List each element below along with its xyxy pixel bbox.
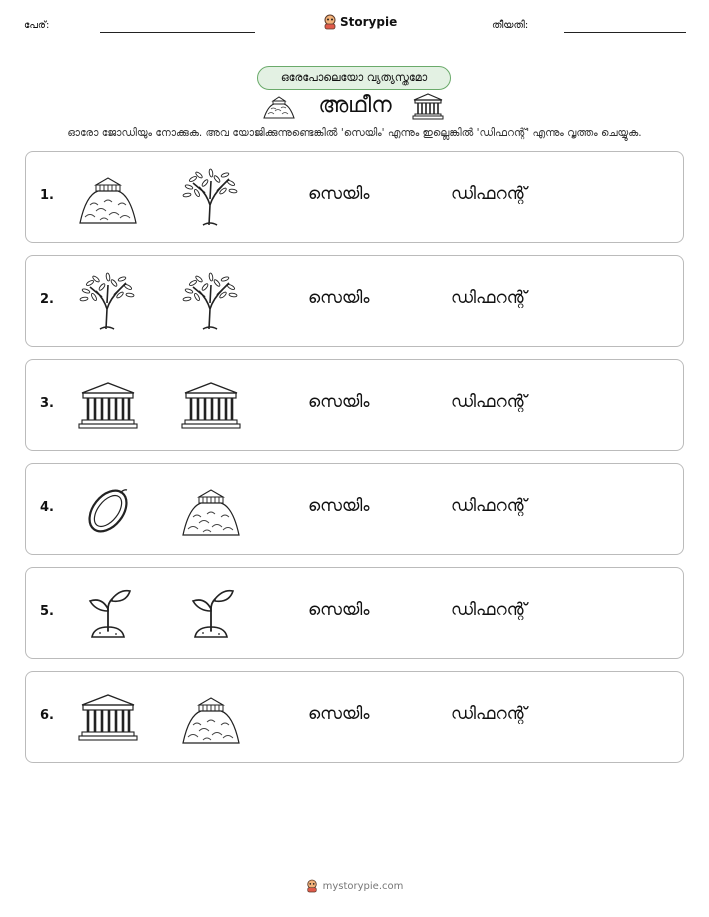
same-option[interactable]: സെയിം (308, 600, 370, 620)
different-option[interactable]: ഡിഫറന്റ് (451, 184, 527, 204)
question-number: 3. (40, 396, 54, 411)
question-row (25, 151, 684, 243)
brand-name: Storypie (340, 15, 398, 29)
sprout-icon (179, 581, 243, 645)
acropolis-icon (179, 685, 243, 749)
question-number: 5. (40, 604, 54, 619)
storypie-mascot-icon (306, 879, 318, 893)
question-row (25, 567, 684, 659)
date-label: തീയതി: (492, 20, 529, 31)
question-row (25, 359, 684, 451)
worksheet-header (0, 14, 709, 38)
temple-icon (76, 373, 140, 437)
same-option[interactable]: സെയിം (308, 392, 370, 412)
question-number: 6. (40, 708, 54, 723)
temple-icon (412, 92, 444, 120)
question-number: 4. (40, 500, 54, 515)
date-line (564, 32, 686, 33)
acropolis-icon (262, 92, 296, 120)
brand-logo (323, 14, 397, 30)
temple-icon (179, 373, 243, 437)
same-option[interactable]: സെയിം (308, 704, 370, 724)
question-row (25, 463, 684, 555)
footer (0, 879, 709, 893)
olive-tree-icon (179, 165, 243, 229)
sprout-icon (76, 581, 140, 645)
question-row (25, 255, 684, 347)
different-option[interactable]: ഡിഫറന്റ് (451, 704, 527, 724)
different-option[interactable]: ഡിഫറന്റ് (451, 288, 527, 308)
title-row (0, 92, 709, 122)
same-option[interactable]: സെയിം (308, 184, 370, 204)
storypie-mascot-icon (323, 14, 337, 30)
question-number: 1. (40, 188, 54, 203)
different-option[interactable]: ഡിഫറന്റ് (451, 496, 527, 516)
same-option[interactable]: സെയിം (308, 288, 370, 308)
acropolis-icon (76, 165, 140, 229)
instructions: ഓരോ ജോഡിയും നോക്കുക. അവ യോജിക്കുന്നുണ്ടെങ്കിൽ 'സെയിം' എന്നും ഇല്ലെങ്കിൽ 'ഡിഫറന്റ്' എന്നും വൃത്തം ചെയ്യുക. (67, 127, 642, 139)
worksheet-badge: ഒരേപോലെയോ വ്യത്യസ്തമോ (257, 66, 451, 90)
temple-icon (76, 685, 140, 749)
name-label: പേര്: (24, 20, 50, 31)
different-option[interactable]: ഡിഫറന്റ് (451, 392, 527, 412)
name-line (100, 32, 255, 33)
same-option[interactable]: സെയിം (308, 496, 370, 516)
olive-tree-icon (179, 269, 243, 333)
olive-icon (76, 477, 140, 541)
page-title: അഥീന (318, 93, 392, 118)
olive-tree-icon (76, 269, 140, 333)
footer-site: mystorypie.com (322, 880, 404, 892)
question-number: 2. (40, 292, 54, 307)
acropolis-icon (179, 477, 243, 541)
different-option[interactable]: ഡിഫറന്റ് (451, 600, 527, 620)
question-row (25, 671, 684, 763)
